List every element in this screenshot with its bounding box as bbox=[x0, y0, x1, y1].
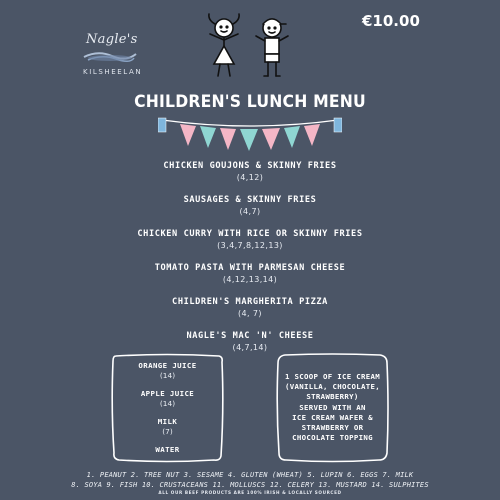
menu-item-allergens: (4,7) bbox=[239, 207, 261, 216]
dessert-line: 1 SCOOP OF ICE CREAM bbox=[285, 372, 380, 381]
menu-item bbox=[0, 296, 500, 330]
drinks-list bbox=[110, 361, 225, 473]
drink-allergens: (14) bbox=[159, 371, 176, 380]
menu-item-name: TOMATO PASTA WITH PARMESAN CHEESE bbox=[154, 263, 346, 273]
menu-item-allergens: (3,4,7,8,12,13) bbox=[217, 241, 283, 250]
menu-item-name: CHICKEN GOUJONS & SKINNY FRIES bbox=[163, 161, 337, 171]
menu-item-name: CHICKEN CURRY WITH RICE OR SKINNY FRIES bbox=[137, 229, 363, 239]
menu-item bbox=[0, 160, 500, 194]
drink-item bbox=[110, 361, 225, 389]
logo-subtitle: KILSHEELAN bbox=[83, 68, 143, 76]
bunting-icon bbox=[158, 116, 342, 156]
dessert-box bbox=[275, 352, 390, 464]
restaurant-logo bbox=[76, 26, 146, 78]
menu-item bbox=[0, 330, 500, 364]
menu-price: €10.00 bbox=[362, 12, 420, 30]
menu-item bbox=[0, 262, 500, 296]
logo-script-text: Nagle's bbox=[86, 32, 138, 47]
menu-item bbox=[0, 228, 500, 262]
drink-item bbox=[110, 417, 225, 445]
drink-name: MILK bbox=[157, 417, 178, 426]
menu-item-allergens: (4,12) bbox=[236, 173, 264, 182]
dessert-line: STRAWBERRY) bbox=[306, 392, 359, 402]
footer-note: ALL OUR BEEF PRODUCTS ARE 100% IRISH & LOCALLY SOURCED bbox=[158, 490, 342, 495]
drink-allergens: (7) bbox=[162, 427, 173, 436]
menu-item-allergens: (4,7,14) bbox=[232, 343, 268, 352]
drinks-box bbox=[110, 352, 225, 464]
menu-item-allergens: (4,12,13,14) bbox=[222, 275, 278, 284]
menu-item-name: SAUSAGES & SKINNY FRIES bbox=[183, 195, 317, 205]
allergen-key-line: 1. PEANUT 2. TREE NUT 3. SESAME 4. GLUTEN (WHEAT) 5. LUPIN 6. EGGS 7. MILK bbox=[86, 471, 414, 479]
drink-name: ORANGE JUICE bbox=[138, 361, 197, 370]
dessert-line: SERVED WITH AN bbox=[299, 402, 366, 412]
dessert-line: ICE CREAM WAFER & bbox=[292, 412, 373, 422]
dessert-description bbox=[283, 372, 382, 443]
drink-allergens: (14) bbox=[159, 399, 176, 408]
logo-swoosh-icon bbox=[82, 48, 138, 64]
drink-item bbox=[110, 389, 225, 417]
menu-item-name: NAGLE'S MAC 'N' CHEESE bbox=[186, 331, 314, 341]
menu-item bbox=[0, 194, 500, 228]
dessert-line: CHOCOLATE TOPPING bbox=[292, 433, 373, 443]
menu-title: CHILDREN'S LUNCH MENU bbox=[134, 92, 366, 112]
allergen-key-line: 8. SOYA 9. FISH 10. CRUSTACEANS 11. MOLLUSCS 12. CELERY 13. MUSTARD 14. SULPHITES bbox=[71, 481, 429, 489]
drink-name: APPLE JUICE bbox=[140, 389, 195, 398]
kids-stick-figures-icon bbox=[200, 10, 300, 82]
menu-items-list bbox=[0, 160, 500, 364]
drink-name: WATER bbox=[155, 445, 180, 454]
menu-item-allergens: (4, 7) bbox=[238, 309, 262, 318]
allergen-key bbox=[0, 470, 500, 490]
drink-item bbox=[110, 445, 225, 473]
dessert-line: STRAWBERRY OR bbox=[301, 423, 364, 433]
dessert-line: (VANILLA, CHOCOLATE, bbox=[285, 382, 380, 392]
menu-item-name: CHILDREN'S MARGHERITA PIZZA bbox=[172, 297, 328, 307]
